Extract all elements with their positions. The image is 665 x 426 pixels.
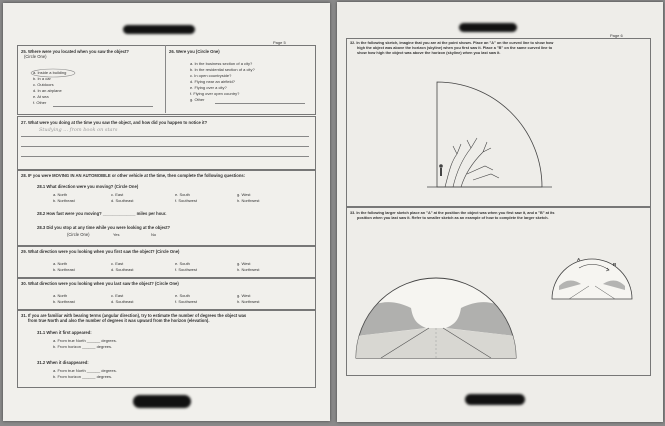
q30-label: 30. What direction were you looking when you last saw the object? (Circle One) <box>21 281 179 286</box>
q25-option[interactable]: d. In an airplane <box>33 88 62 93</box>
q28-1-option[interactable]: f. Southwest <box>175 198 198 203</box>
q28-2-label: 28.2 How fast were you moving? ______________ miles per hour. <box>37 211 167 216</box>
q30-option[interactable]: f. Southwest <box>175 299 198 304</box>
q33-line-2: position when you last saw it. Refer to smaller sketch as an example of how to complete the larger sketch. <box>357 216 549 220</box>
q31-2-a-field[interactable]: a. From true North ______ degrees. <box>53 368 117 373</box>
redaction-top <box>459 23 517 32</box>
q29-option[interactable]: e. South <box>175 261 190 266</box>
q28-1-option[interactable]: a. North <box>53 192 68 197</box>
q25-sub: (Circle One) <box>24 54 47 59</box>
page-number: Page 6 <box>610 33 623 38</box>
q30-option[interactable]: e. South <box>175 293 190 298</box>
q29-option[interactable]: c. East <box>111 261 124 266</box>
large-road-sketch[interactable] <box>351 240 521 360</box>
circled-answer-mark <box>29 68 79 78</box>
q31-label-1: 31. If you are familiar with bearing terms (angular direction), try to estimate the number of degrees the object was <box>21 313 247 318</box>
q28-1-option[interactable]: c. East <box>111 192 124 197</box>
page-number: Page 5 <box>273 40 286 45</box>
q25-option[interactable]: e. At sea <box>33 94 49 99</box>
q29-option[interactable]: g. West <box>237 261 251 266</box>
q30-option[interactable]: b. Northeast <box>53 299 75 304</box>
q26-option[interactable]: f. Flying over open country? <box>190 91 240 96</box>
q25-option[interactable]: b. In a car <box>33 76 51 81</box>
q31-1-label: 31.1 When it first appeared: <box>37 330 92 335</box>
redaction-top <box>123 25 195 34</box>
redaction-bottom <box>465 394 525 405</box>
q25-label: 25. Where were you located when you saw the object? <box>21 49 129 54</box>
quarter-circle-elevation-sketch[interactable] <box>427 62 567 192</box>
q29-option[interactable]: a. North <box>53 261 68 266</box>
q28-1-option[interactable]: b. Northeast <box>53 198 75 203</box>
q26-option[interactable]: d. Flying near an airfield? <box>190 79 235 84</box>
q30-option[interactable]: g. West <box>237 293 251 298</box>
q29-option[interactable]: f. Southwest <box>175 267 198 272</box>
q28-3-yes[interactable]: Yes <box>113 232 120 237</box>
q26-option[interactable]: c. In open countryside? <box>190 73 232 78</box>
q26-option[interactable]: e. Flying over a city? <box>190 85 227 90</box>
q26-option[interactable]: a. In the business section of a city? <box>190 61 253 66</box>
q28-1-option[interactable]: g. West <box>237 192 251 197</box>
q28-1-option[interactable]: e. South <box>175 192 190 197</box>
q32-line-1: 32. In the following sketch, imagine that you are at the point shown. Place an "A" on the curved line to show how <box>350 41 554 45</box>
q29-option[interactable]: h. Northwest <box>237 267 260 272</box>
q25-option[interactable]: f. Other <box>33 100 47 105</box>
q28-3-no[interactable]: No <box>151 232 157 237</box>
tree-sketch <box>445 138 499 187</box>
q32-line-2: high the object was above the horizon (skyline) when you first saw it. Place a "B" on the same curved line to <box>357 46 553 50</box>
q29-label: 29. What direction were you looking when you first saw the object? (Circle One) <box>21 249 180 254</box>
q28-3-circle-one: (Circle One) <box>67 232 90 237</box>
q29-option[interactable]: b. Northeast <box>53 267 75 272</box>
q28-1-label: 28.1 What direction were you moving? (Circle One) <box>37 184 139 189</box>
redaction-bottom <box>133 395 191 408</box>
q26-option[interactable]: g. Other <box>190 97 205 102</box>
q30-option[interactable]: h. Northwest <box>237 299 260 304</box>
q27-label: 27. What were you doing at the time you saw the object, and how did you happen to notice it? <box>21 120 208 125</box>
questionnaire-page-6 <box>337 2 663 422</box>
q25-q26-box <box>17 45 316 115</box>
q26-option[interactable]: b. In the residential section of a city? <box>190 67 255 72</box>
q30-option[interactable]: a. North <box>53 293 68 298</box>
q25-option[interactable]: c. Outdoors <box>33 82 54 87</box>
q31-1-a-field[interactable]: a. From true North ______ degrees. <box>53 338 117 343</box>
example-mark-b: B <box>613 262 617 267</box>
q28-1-option[interactable]: d. Southeast <box>111 198 134 203</box>
questionnaire-page-5 <box>3 3 330 421</box>
q31-1-b-field[interactable]: b. From horizon ______ degrees. <box>53 344 113 349</box>
q30-option[interactable]: d. Southeast <box>111 299 134 304</box>
q25-option[interactable]: a. Inside a building <box>33 70 67 75</box>
q28-1-option[interactable]: h. Northwest <box>237 198 260 203</box>
q28-label: 28. IF you were MOVING IN AN AUTOMOBILE or other vehicle at the time, then complete the following questions: <box>21 173 246 178</box>
person-figure <box>439 164 443 176</box>
q31-label-2: from true North and also the number of degrees it was upward from the horizon (elevation). <box>28 318 210 323</box>
q28-box <box>17 170 316 246</box>
q32-line-3: show how high the object was above the horizon (skyline) when you last saw it. <box>357 51 501 55</box>
q26-label: 26. Were you (Circle One) <box>169 49 220 54</box>
example-mark-a: A <box>577 257 581 262</box>
q28-3-label: 28.3 Did you stop at any time while you were looking at the object? <box>37 225 171 230</box>
q33-line-1: 33. In the following larger sketch place an "A" at the position the object was when you first saw it, and a "B" at its <box>350 211 555 215</box>
q31-2-b-field[interactable]: b. From horizon ______ degrees. <box>53 374 113 379</box>
small-example-sketch <box>549 246 635 302</box>
q30-option[interactable]: c. East <box>111 293 124 298</box>
q31-2-label: 31.2 When it disappeared: <box>37 360 89 365</box>
q29-option[interactable]: d. Southeast <box>111 267 134 272</box>
q27-handwritten-answer: Studying ... from book on stars <box>39 127 118 133</box>
